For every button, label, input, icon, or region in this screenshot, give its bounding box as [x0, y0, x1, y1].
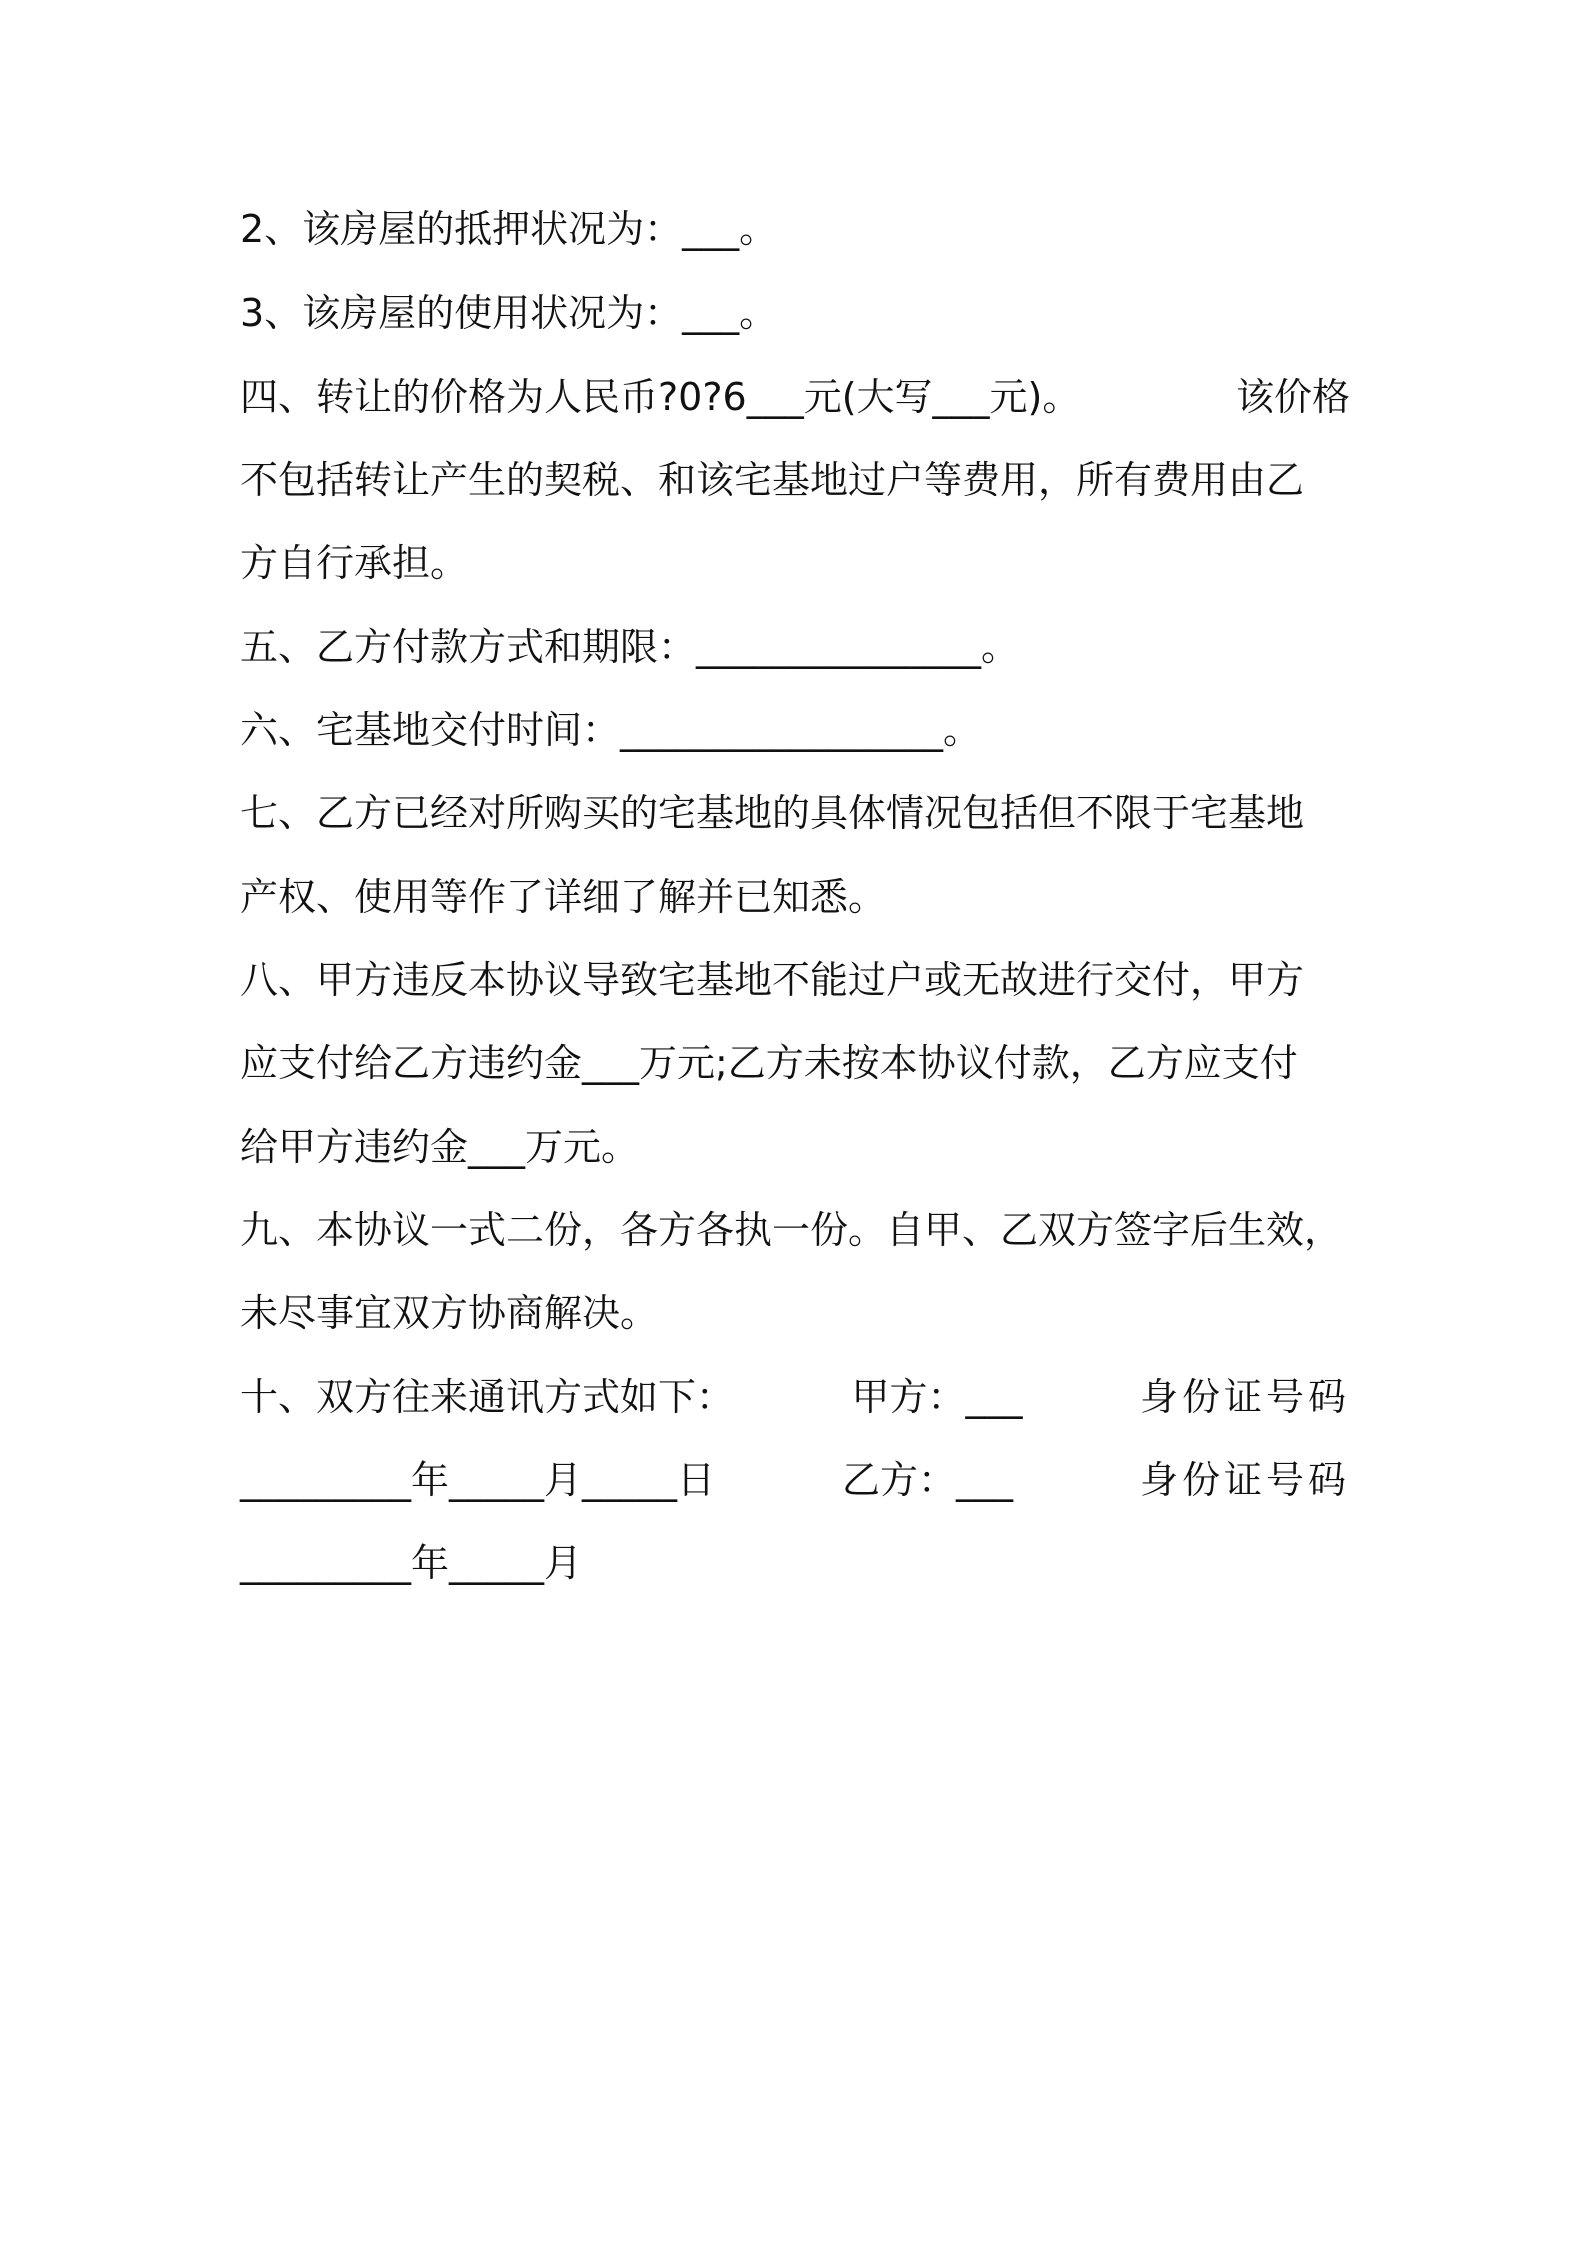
clause-4-price-line-2 [240, 456, 1350, 504]
clause-8-breach-line-2 [240, 1039, 1350, 1087]
clause-4-price-line-3 [240, 539, 1350, 587]
party-a-field: 甲方：___ [851, 1375, 1023, 1419]
clause-text: 六、宅基地交付时间：_________________。 [240, 708, 982, 752]
date-field: _________年_____月_____日 [240, 1458, 716, 1502]
clause-text: 不包括转让产生的契税、和该宅基地过户等费用，所有费用由乙 [240, 458, 1305, 502]
clause-7-acknowledgement-line-2 [240, 873, 1350, 921]
clause-text: 四、转让的价格为人民币?0?6___元(大写___元)。 [240, 375, 1081, 419]
clause-text: 方自行承担。 [240, 541, 469, 585]
clause-8-breach-line-3 [240, 1123, 1350, 1171]
id-number-label: 身份证号码 [1139, 1375, 1350, 1419]
clause-6-delivery [240, 706, 1350, 754]
clause-9-copies-line-2 [240, 1289, 1350, 1337]
party-b-field: 乙方：___ [841, 1458, 1013, 1502]
clause-text: 3、该房屋的使用状况为：___。 [240, 291, 778, 335]
clause-text: 应支付给乙方违约金___万元;乙方未按本协议付款，乙方应支付 [240, 1041, 1298, 1085]
clause-4-price [240, 373, 1350, 421]
clause-text-continued: 该价格 [1235, 375, 1350, 419]
clause-text: 十、双方往来通讯方式如下： [240, 1375, 735, 1419]
clause-2-mortgage [240, 205, 1350, 253]
clause-7-acknowledgement [240, 789, 1350, 837]
clause-text: 给甲方违约金___万元。 [240, 1125, 640, 1169]
clause-text: 七、乙方已经对所购买的宅基地的具体情况包括但不限于宅基地 [240, 791, 1305, 835]
signature-date-row-a [240, 1456, 1350, 1504]
clause-8-breach [240, 956, 1350, 1004]
clause-text: 产权、使用等作了详细了解并已知悉。 [240, 875, 887, 919]
clause-text: 未尽事宜双方协商解决。 [240, 1291, 659, 1335]
date-field: _________年_____月 [240, 1541, 583, 1585]
clause-9-copies [240, 1206, 1350, 1254]
signature-date-row-b [240, 1539, 1350, 1587]
clause-text: 2、该房屋的抵押状况为：___。 [240, 207, 778, 251]
id-number-label: 身份证号码 [1139, 1458, 1350, 1502]
clause-5-payment [240, 623, 1350, 671]
clause-text: 五、乙方付款方式和期限：_______________。 [240, 625, 1020, 669]
clause-text: 九、本协议一式二份，各方各执一份。自甲、乙双方签字后生效， [240, 1208, 1343, 1252]
clause-10-contact [240, 1373, 1350, 1421]
clause-text: 八、甲方违反本协议导致宅基地不能过户或无故进行交付，甲方 [240, 958, 1305, 1002]
clause-3-usage [240, 289, 1350, 337]
